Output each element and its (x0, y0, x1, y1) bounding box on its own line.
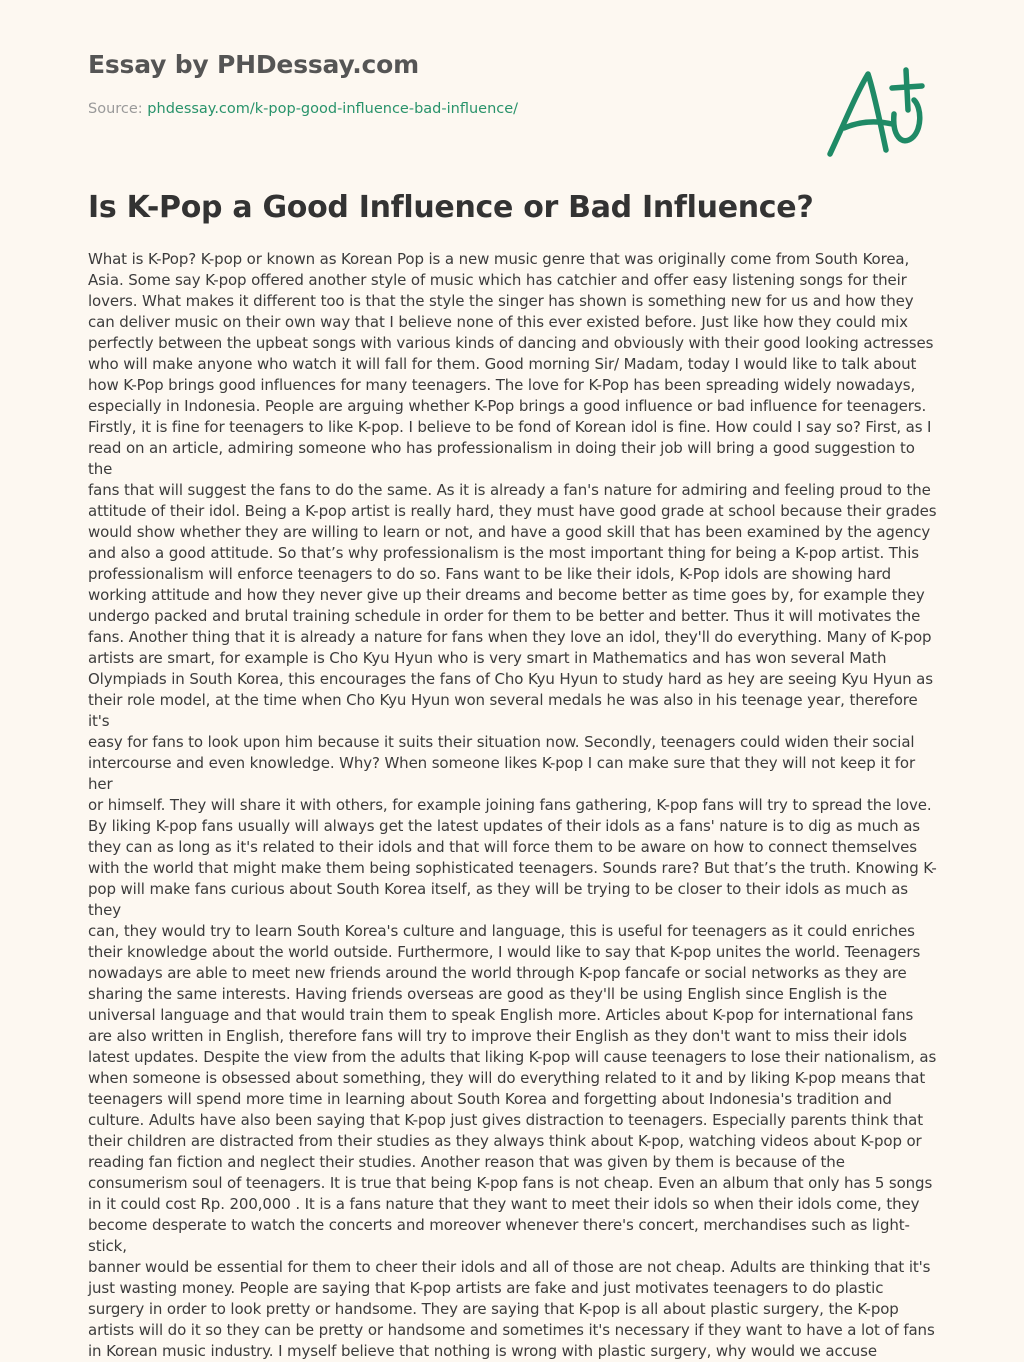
essay-body: What is K-Pop? K-pop or known as Korean Pop is a new music genre that was originally come from South Korea, Asia. Some say K-pop offered another style of music which has catchier and offer easy listening songs for their lovers. What makes it different too is that the style the singer has shown is something new for us and how they can deliver music on their own way that I believe none of this ever existed before. Just like how they could mix perfectly between the upbeat songs with various kinds of dancing and obviously with their good looking actresses who will make anyone who watch it will fall for them. Good morning Sir/ Madam, today I would like to talk about how K-Pop brings good influences for many teenagers. The love for K-Pop has been spreading widely nowadays, especially in Indonesia. People are arguing whether K-Pop brings a good influence or bad influence for teenagers. Firstly, it is fine for teenagers to like K-pop. I believe to be fond of Korean idol is fine. How could I say so? First, as I read on an article, admiring someone who has professionalism in doing their job will bring a good suggestion to the fans that will suggest the fans to do the same. As it is already a fan's nature for admiring and feeling proud to the attitude of their idol. Being a K-pop artist is really hard, they must have good grade at school because their grades would show whether they are willing to learn or not, and have a good skill that has been examined by the agency and also a good attitude. So that’s why professionalism is the most important thing for being a K-pop artist. This professionalism will enforce teenagers to do so. Fans want to be like their idols, K-Pop idols are showing hard working attitude and how they never give up their dreams and become better as time goes by, for example they undergo packed and brutal training schedule in order for them to be better and better. Thus it will motivates the fans. Another thing that it is already a nature for fans when they love an idol, they'll do everything. Many of K-pop artists are smart, for example is Cho Kyu Hyun who is very smart in Mathematics and has won several Math Olympiads in South Korea, this encourages the fans of Cho Kyu Hyun to study hard as hey are seeing Kyu Hyun as their role model, at the time when Cho Kyu Hyun won several medals he was also in his teenage year, therefore it's easy for fans to look upon him because it suits their situation now. Secondly, teenagers could widen their social intercourse and even knowledge. Why? When someone likes K-pop I can make sure that they will not keep it for her or himself. They will share it with others, for example joining fans gathering, K-pop fans will try to spread the love. By liking K-pop fans usually will always get the latest updates of their idols as a fans' nature is to dig as much as they can as long as it's related to their idols and that will force them to be aware on how to connect themselves with the world that might make them being sophisticated teenagers. Sounds rare? But that’s the truth. Knowing K- pop will make fans curious about South Korea itself, as they will be trying to be closer to their idols as much as they can, they would try to learn South Korea's culture and language, this is useful for teenagers as it could enriches their knowledge about the world outside. Furthermore, I would like to say that K-pop unites the world. Teenagers nowadays are able to meet new friends around the world through K-pop fancafe or social networks as they are sharing the same interests. Having friends overseas are good as they'll be using English since English is the universal language and that would train them to speak English more. Articles about K-pop for international fans are also written in English, therefore fans will try to improve their English as they don't want to miss their idols latest updates. Despite the view from the adults that liking K-pop will cause teenagers to lose their nationalism, as when someone is obsessed about something, they will do everything related to it and by liking K-pop means that teenagers will spend more time in learning about South Korea and forgetting about Indonesia's tradition and culture. Adults have also been saying that K-pop just gives distraction to teenagers. Especially parents think that their children are distracted from their studies as they always think about K-pop, watching videos about K-pop or reading fan fiction and neglect their studies. Another reason that was given by them is because of the consumerism soul of teenagers. It is true that being K-pop fans is not cheap. Even an album that only has 5 songs in it could cost Rp. 200,000 . It is a fans nature that they want to meet their idols so when their idols come, they become desperate to watch the concerts and moreover whenever there's concert, merchandises such as light-stick, banner would be essential for them to cheer their idols and all of those are not cheap. Adults are thinking that it's just wasting money. People are saying that K-pop artists are fake and just motivates teenagers to do plastic surgery in order to look pretty or handsome. They are saying that K-pop is all about plastic surgery, the K-pop artists will do it so they can be pretty or handsome and sometimes it's necessary if they want to have a lot of fans in Korean music industry. I myself believe that nothing is wrong with plastic surgery, why would we accuse (88, 250, 937, 1360)
source-label: Source: (88, 101, 148, 117)
site-title: Essay by PHDessay.com (88, 50, 419, 79)
a-plus-grade-icon (822, 64, 930, 162)
essay-title: Is K-Pop a Good Influence or Bad Influence? (88, 190, 814, 225)
source-link[interactable]: phdessay.com/k-pop-good-influence-bad-influence/ (147, 101, 519, 117)
essay-body-container (88, 249, 940, 1360)
source-line (88, 101, 518, 117)
